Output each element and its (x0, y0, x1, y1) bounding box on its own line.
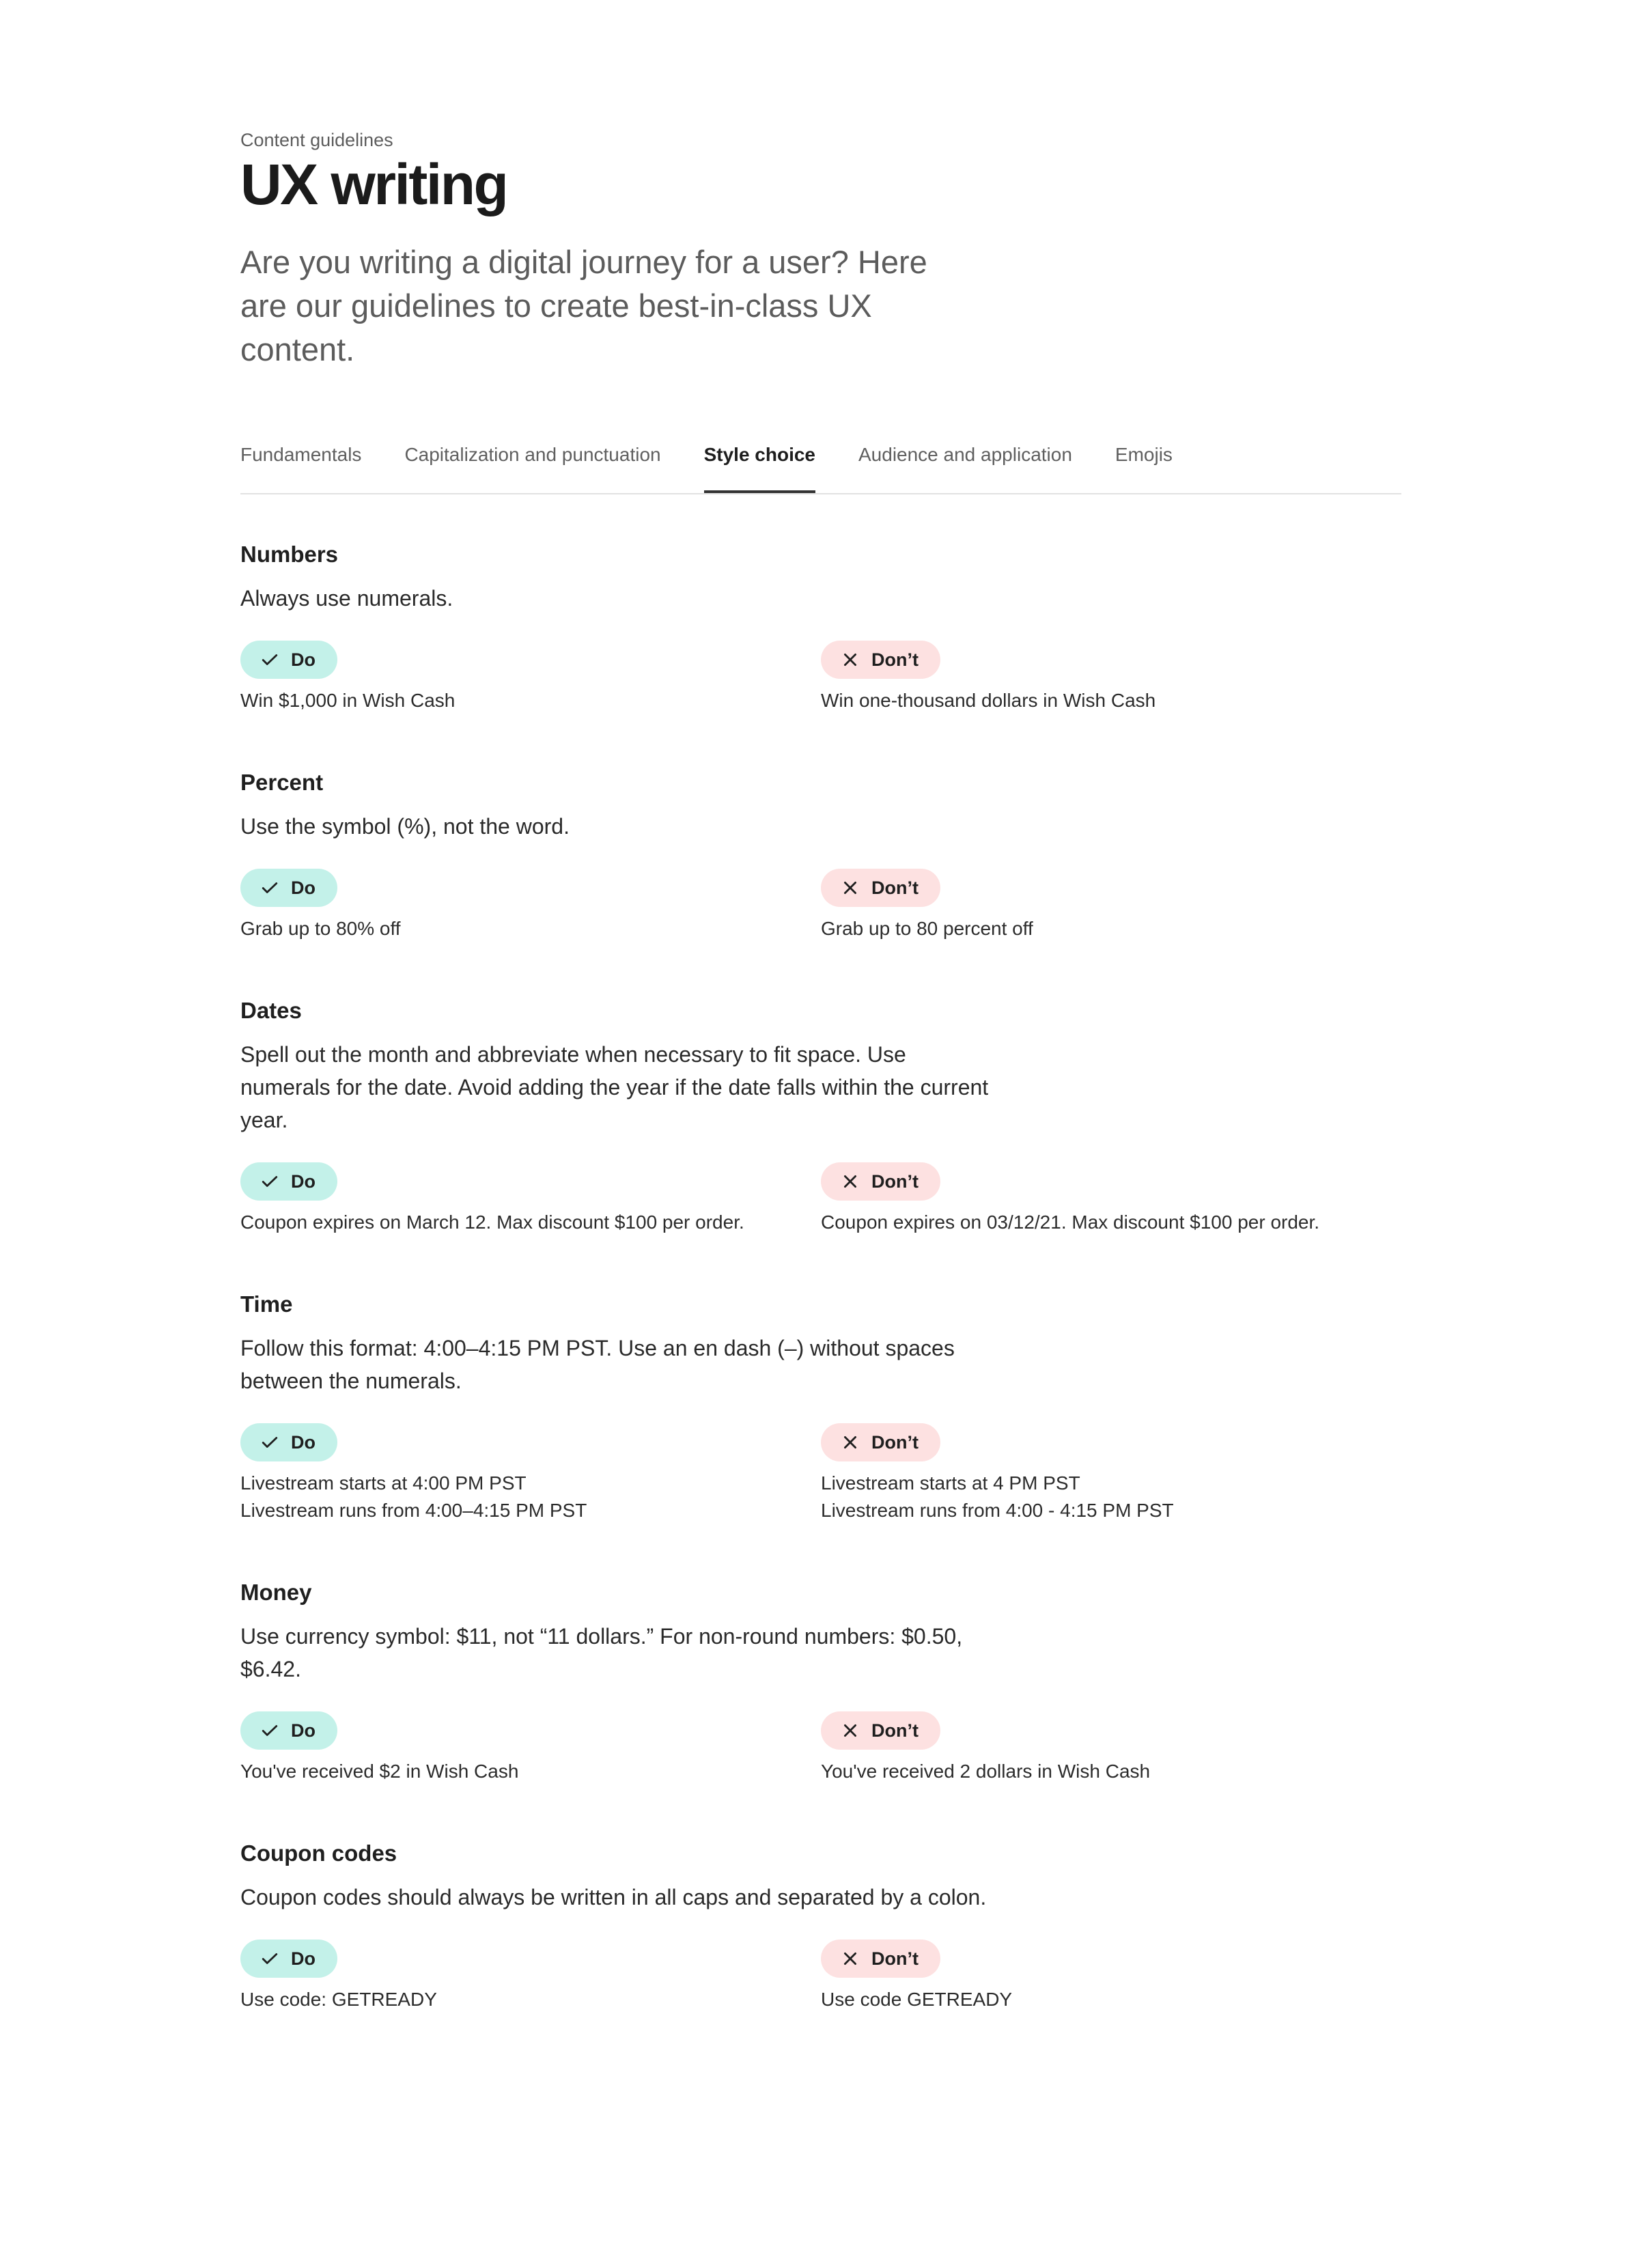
badge-label: Do (291, 649, 316, 670)
section-percent (240, 761, 1401, 942)
dont-badge (821, 869, 940, 907)
example-text (821, 915, 1401, 942)
tab-capitalization-and-punctuation[interactable]: Capitalization and punctuation (404, 444, 661, 465)
examples-row (240, 641, 1401, 714)
dont-example (821, 1162, 1401, 1236)
example-line: Use code GETREADY (821, 1989, 1013, 2010)
do-example (240, 641, 821, 714)
example-line: Coupon expires on 03/12/21. Max discount $100 per order. (821, 1212, 1320, 1233)
example-line: Coupon expires on March 12. Max discount $100 per order. (240, 1212, 744, 1233)
tab-style-choice[interactable]: Style choice (704, 430, 815, 493)
example-line: You've received $2 in Wish Cash (240, 1761, 519, 1782)
section-title: Dates (240, 998, 302, 1023)
page-title: UX writing (240, 152, 507, 216)
dont-badge (821, 1423, 940, 1461)
badge-label: Don’t (871, 1948, 919, 1969)
badge-label: Don’t (871, 1431, 919, 1453)
do-badge (240, 1940, 337, 1978)
x-icon (841, 1950, 859, 1968)
examples-row (240, 869, 1401, 942)
section-numbers (240, 533, 1401, 714)
examples-row (240, 1162, 1401, 1236)
example-line: Win one-thousand dollars in Wish Cash (821, 690, 1156, 711)
check-icon (261, 1950, 279, 1968)
badge-label: Don’t (871, 1171, 919, 1192)
dont-example (821, 1711, 1401, 1785)
example-line: Grab up to 80 percent off (821, 918, 1033, 939)
section-title: Coupon codes (240, 1840, 397, 1866)
example-text (240, 915, 821, 942)
check-icon (261, 1433, 279, 1451)
tab-bar (240, 430, 1401, 494)
section-title: Money (240, 1580, 312, 1605)
x-icon (841, 1722, 859, 1739)
example-line: Livestream runs from 4:00 - 4:15 PM PST (821, 1500, 1174, 1521)
example-line: Livestream runs from 4:00–4:15 PM PST (240, 1500, 587, 1521)
do-badge (240, 1711, 337, 1750)
example-line: Livestream starts at 4 PM PST (821, 1472, 1080, 1494)
section-description: Follow this format: 4:00–4:15 PM PST. Use an en dash (–) without spaces between the numerals. (240, 1336, 955, 1393)
dont-example (821, 1940, 1401, 2013)
tab-audience-and-application[interactable]: Audience and application (858, 444, 1072, 465)
page-intro: Are you writing a digital journey for a user? Here are our guidelines to create best-in-class UX content. (240, 244, 927, 367)
dont-example (821, 1423, 1401, 1524)
badge-label: Do (291, 1171, 316, 1192)
examples-row (240, 1423, 1401, 1524)
dont-example (821, 869, 1401, 942)
section-description: Spell out the month and abbreviate when necessary to fit space. Use numerals for the date. Avoid adding the year if the date falls within the current year. (240, 1042, 989, 1132)
eyebrow: Content guidelines (240, 130, 393, 150)
do-badge (240, 1162, 337, 1201)
check-icon (261, 1722, 279, 1739)
example-text (240, 1470, 821, 1524)
badge-label: Don’t (871, 649, 919, 670)
example-text (240, 1758, 821, 1785)
example-line: You've received 2 dollars in Wish Cash (821, 1761, 1151, 1782)
do-badge (240, 869, 337, 907)
example-line: Win $1,000 in Wish Cash (240, 690, 456, 711)
examples-row (240, 1940, 1401, 2013)
x-icon (841, 879, 859, 897)
example-line: Livestream starts at 4:00 PM PST (240, 1472, 527, 1494)
section-money (240, 1571, 1401, 1785)
check-icon (261, 651, 279, 669)
section-dates (240, 989, 1401, 1236)
section-description: Use the symbol (%), not the word. (240, 814, 570, 839)
example-text (821, 1758, 1401, 1785)
guideline-sections (240, 533, 1401, 2060)
do-example (240, 1162, 821, 1236)
section-time (240, 1283, 1401, 1524)
example-text (821, 1209, 1401, 1236)
section-coupon-codes (240, 1832, 1401, 2013)
section-description: Coupon codes should always be written in all caps and separated by a colon. (240, 1885, 987, 1909)
section-description: Use currency symbol: $11, not “11 dollars.” For non-round numbers: $0.50, $6.42. (240, 1624, 963, 1681)
example-line: Grab up to 80% off (240, 918, 401, 939)
dont-example (821, 641, 1401, 714)
section-title: Numbers (240, 542, 339, 567)
badge-label: Do (291, 1720, 316, 1741)
section-title: Percent (240, 770, 324, 795)
tab-fundamentals[interactable]: Fundamentals (240, 444, 362, 465)
do-badge (240, 641, 337, 679)
do-badge (240, 1423, 337, 1461)
badge-label: Do (291, 877, 316, 898)
examples-row (240, 1711, 1401, 1785)
tab-emojis[interactable]: Emojis (1115, 444, 1173, 465)
check-icon (261, 1173, 279, 1190)
dont-badge (821, 1940, 940, 1978)
example-text (821, 687, 1401, 714)
example-text (240, 1986, 821, 2013)
dont-badge (821, 1162, 940, 1201)
x-icon (841, 1433, 859, 1451)
dont-badge (821, 641, 940, 679)
section-description: Always use numerals. (240, 586, 453, 611)
example-text (821, 1470, 1401, 1524)
dont-badge (821, 1711, 940, 1750)
do-example (240, 1940, 821, 2013)
section-title: Time (240, 1291, 293, 1317)
example-text (821, 1986, 1401, 2013)
badge-label: Don’t (871, 1720, 919, 1741)
do-example (240, 1423, 821, 1524)
x-icon (841, 651, 859, 669)
x-icon (841, 1173, 859, 1190)
check-icon (261, 879, 279, 897)
badge-label: Don’t (871, 877, 919, 898)
example-text (240, 1209, 821, 1236)
example-line: Use code: GETREADY (240, 1989, 437, 2010)
badge-label: Do (291, 1431, 316, 1453)
example-text (240, 687, 821, 714)
do-example (240, 1711, 821, 1785)
do-example (240, 869, 821, 942)
badge-label: Do (291, 1948, 316, 1969)
